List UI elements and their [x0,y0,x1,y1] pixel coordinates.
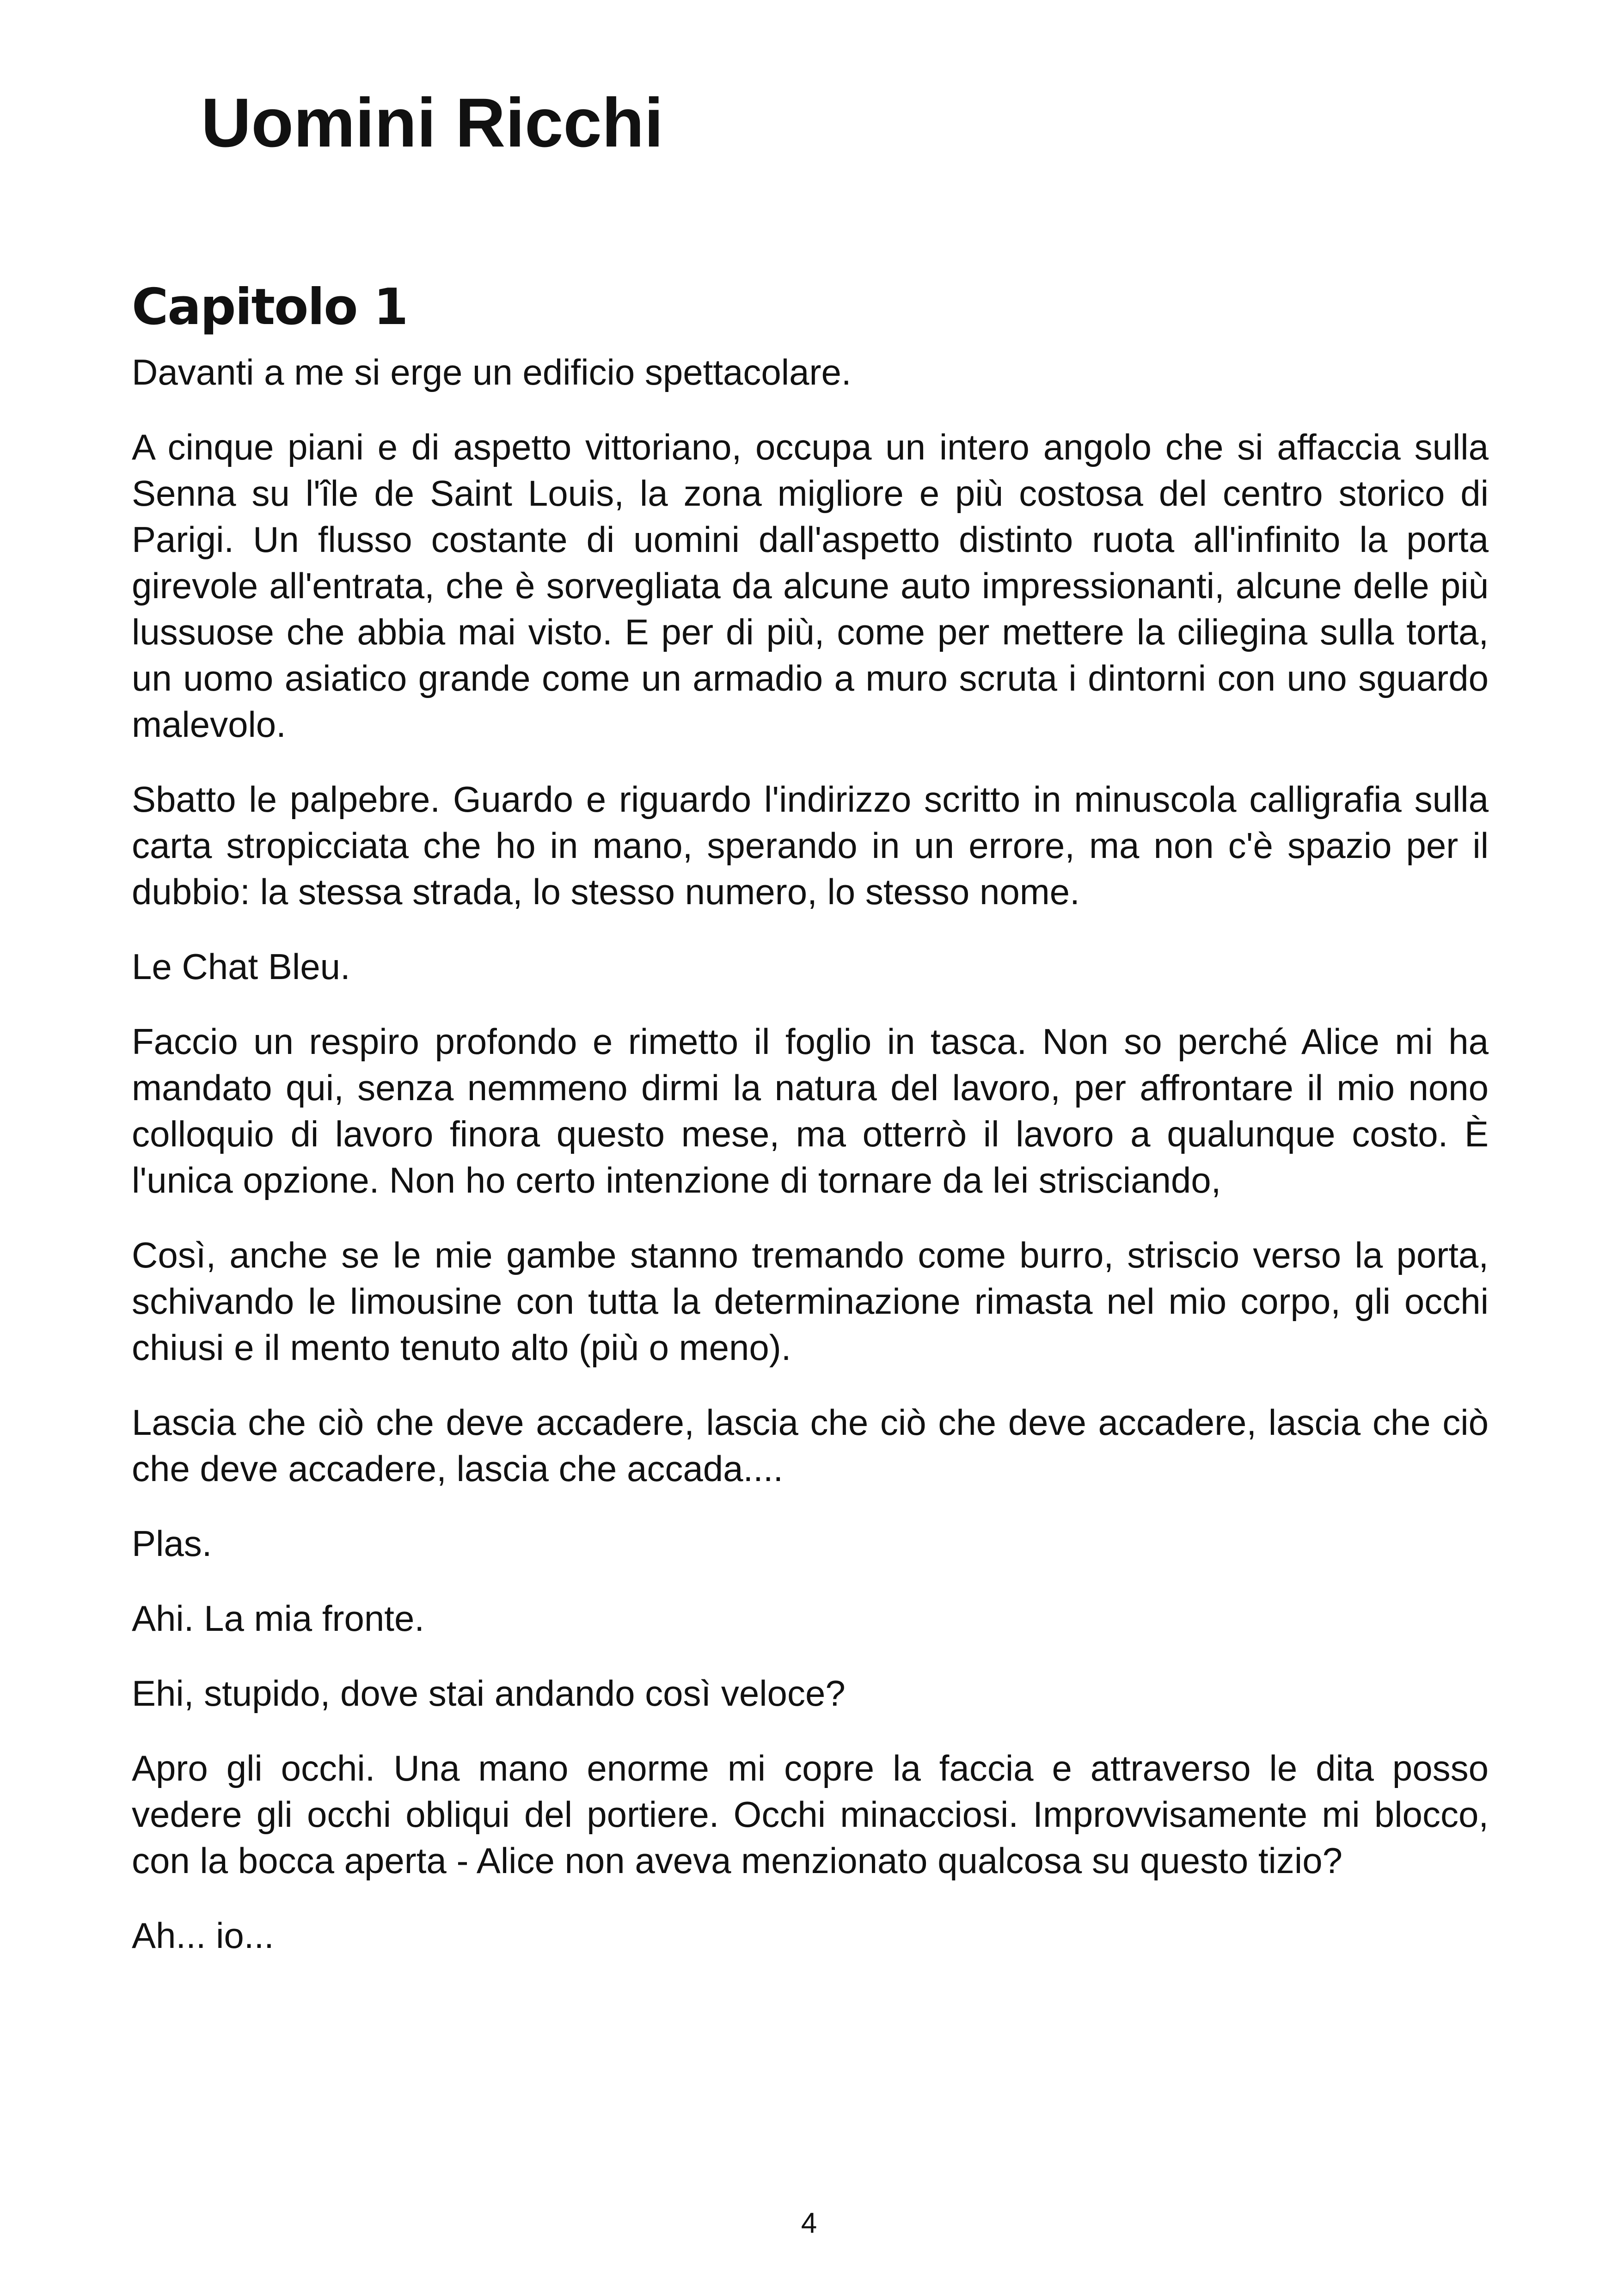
page-number: 4 [801,2207,817,2239]
paragraph: Lascia che ciò che deve accadere, lascia che ciò che deve accadere, lascia che ciò che deve accadere, lascia che accada.... [132,1402,1489,1489]
paragraph: Ahi. La mia fronte. [132,1598,424,1639]
chapter-body [132,349,1489,1987]
paragraph: Apro gli occhi. Una mano enorme mi copre la faccia e attraverso le dita posso vedere gli occhi obliqui del portiere. Occhi minacciosi. Improvvisamente mi blocco, con la bocca aperta - Alice non aveva menzionato qualcosa su questo tizio? [132,1748,1489,1881]
paragraph: Sbatto le palpebre. Guardo e riguardo l'indirizzo scritto in minuscola calligrafia sulla carta stropicciata che ho in mano, sperando in un errore, ma non c'è spazio per il dubbio: la stessa strada, lo stesso numero, lo stesso nome. [132,779,1489,912]
paragraph: Le Chat Bleu. [132,946,350,987]
paragraph: Plas. [132,1523,212,1564]
paragraph: Davanti a me si erge un edificio spettacolare. [132,352,852,392]
book-title: Uomini Ricchi [201,84,664,161]
chapter-heading: Capitolo 1 [132,278,408,336]
paragraph: Faccio un respiro profondo e rimetto il foglio in tasca. Non so perché Alice mi ha mandato qui, senza nemmeno dirmi la natura del lavoro, per affrontare il mio nono colloquio di lavoro finora questo mese, ma otterrò il lavoro a qualunque costo. È l'unica opzione. Non ho certo intenzione di tornare da lei strisciando, [132,1021,1489,1200]
paragraph: Così, anche se le mie gambe stanno tremando come burro, striscio verso la porta, schivando le limousine con tutta la determinazione rimasta nel mio corpo, gli occhi chiusi e il mento tenuto alto (più o meno). [132,1235,1489,1368]
paragraph: Ah... io... [132,1915,274,1956]
paragraph: A cinque piani e di aspetto vittoriano, occupa un intero angolo che si affaccia sulla Senna su l'île de Saint Louis, la zona migliore e più costosa del centro storico di Parigi. Un flusso costante di uomini dall'aspetto distinto ruota all'infinito la porta girevole all'entrata, che è sorvegliata da alcune auto impressionanti, alcune delle più lussuose che abbia mai visto. E per di più, come per mettere la ciliegina sulla torta, un uomo asiatico grande come un armadio a muro scruta i dintorni con uno sguardo malevolo. [132,427,1489,745]
paragraph: Ehi, stupido, dove stai andando così veloce? [132,1673,846,1714]
